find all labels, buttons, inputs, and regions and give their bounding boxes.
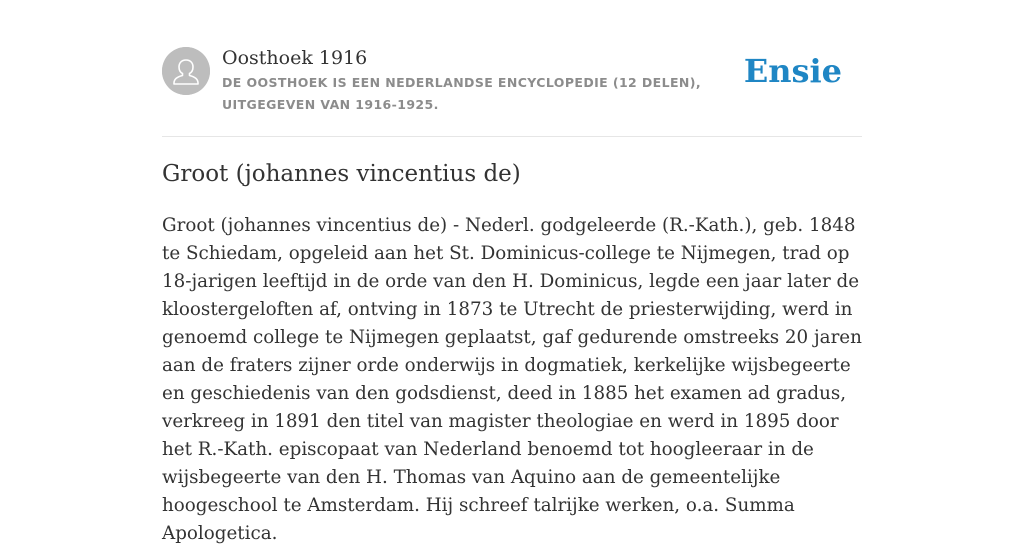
source-name[interactable]: Oosthoek 1916 (222, 47, 368, 69)
source-description: DE OOSTHOEK IS EEN NEDERLANDSE ENCYCLOPEDIE (12 DELEN), UITGEGEVEN VAN 1916-1925. (222, 75, 702, 112)
source-header (162, 46, 862, 137)
article-body: Groot (johannes vincentius de) - Nederl. godgeleerde (R.-Kath.), geb. 1848 te Schiedam, opgeleid aan het St. Dominicus-college te Nijmegen, trad op 18-jarigen leeftijd in de orde van den H. Dominicus, legde een jaar later de kloostergeloften af, ontving in 1873 te Utrecht de priesterwijding, werd in genoemd college te Nijmegen geplaatst, gaf gedurende omstreeks 20 jaren aan de fraters zijner orde onderwijs in dogmatiek, kerkelijke wijsbegeerte en geschiedenis van den godsdienst, deed in 1885 het examen ad gradus, verkreeg in 1891 den titel van magister theologiae en werd in 1895 door het R.-Kath. episcopaat van Nederland benoemd tot hoogleeraar in de wijsbegeerte van den H. Thomas van Aquino aan de gemeentelijke hoogeschool te Amsterdam. Hij schreef talrijke werken, o.a. Summa Apologetica. (162, 215, 862, 544)
ensie-logo[interactable]: Ensie (743, 52, 842, 90)
avatar[interactable] (162, 47, 210, 95)
article-title: Groot (johannes vincentius de) (162, 161, 521, 187)
user-icon (162, 47, 210, 95)
